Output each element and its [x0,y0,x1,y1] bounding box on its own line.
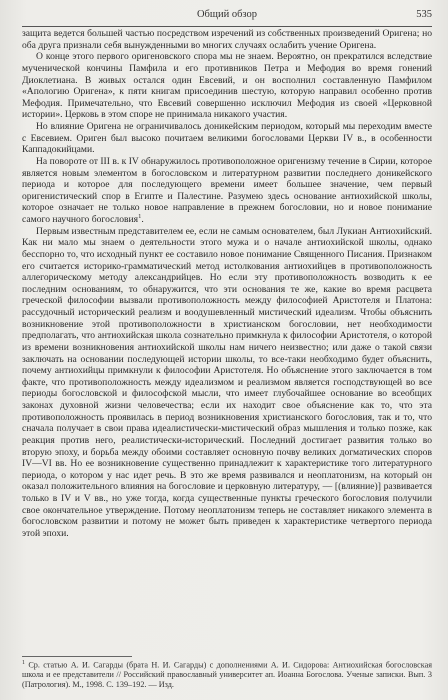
paragraph [22,51,432,121]
paragraph [22,121,432,156]
footnote-text: Ср. статью А. И. Сагарды (брата Н. И. Сагарды) с дополнениями А. И. Сидорова: Антиохийская богословская школа и ее представители // Российский православный университет ап. Иоанна Богослова. Ученые записки. Вып. 3 (Патрология). М., 1998. С. 139–192. — Изд. [22,660,433,689]
paragraph-text: Но влияние Оригена не ограничивалось доникейским периодом, который мы переходим вместе с Евсевием. Ориген был высоко почитаем великими богословами Церкви IV в., в особенности Каппадокийцами. [22,121,432,156]
paragraph-text: О конце этого первого оригеновского спора мы не знаем. Вероятно, он прекратился вследствие мученической кончины Памфила и его противников Петра и Мефодия во время гонений Диоклетиана. В живых остался один Евсевий, и он восполнил составленную Памфилом «Апологию Оригена», к пяти книгам присоединив шестую, которую направил особенно против Мефодия. Примечательно, что Евсевий совершенно исключил Мефодия из своей «Церковной истории». Церковь в этом споре не принимала никакого участия. [22,51,432,121]
paragraph [22,156,432,226]
paragraph-text: Первым известным представителем ее, если не самым основателем, был Лукиан Антиохийский. Как ни мало мы знаем о деятельности этого мужа и о начале антиохийской школы, однако бесспорно то, что исходный пункт ее составило новое понимание Священного Писания. Признаком его считается историко-грамматический метод истолкования антиохийцев в противоположность аллегорическому методу александрийцев. Но если эту противоположность возводить к ее последним основаниям, то обнаружится, что эти основания те же, какие во время расцвета греческой философии вызвали противоположность между философией Аристотеля и Платона: рассудочный исторический реализм и воодушевленный мистический идеализм. Чтобы объяснить возникновение этой противоположности в христианском богословии, нет необходимости предполагать, что антиохийская школа сознательно примкнула к философии Аристотеля, о которой из времени возникновения антиохийской школы нам ничего неизвестно; или даже о такой связи заключать на основании последующей истории школы, то все-таки необходимо будет объяснить, почему антиохийцы примкнули к философии Аристотеля. Но объяснение этого заключается в том факте, что противоположность между идеализмом и реализмом является господствующей во все периоды богословской и философской мысли, что имеет глубочайшее основание во всеобщих законах духовной жизни человечества; если их находит свое объяснение как то, что эта противоположность проявилась в период возникновения христианского богословия, так и то, что сначала получает в свои права идеалистически-мистический образ мышления и только позже, как реакция против него, реалистически-исторический. Последний достигает развития только во вторую эпоху, и борьба между обоими составляет основную почву великих догматических споров IV—VI вв. Но ее возникновение существенно принадлежит к характеристике того литературного периода, о котором у нас идет речь. В это же время развивался и неоплатонизм, на который он оказал положительного влияния на богословие и церковную литературу, — [(влияние)] развивается только в IV и V вв., но уже тогда, когда существенные пункты греческого богословия получили свое окончательное утверждение. Потому неоплатонизм теперь не составляет никакого элемента в богословском развитии и потому не может быть приведен к характеристике четвертого периода этой эпохи. [22,225,432,539]
running-header [22,6,432,27]
footnote-mark: 1 [22,660,25,666]
running-title: Общий обзор [196,9,258,20]
paragraph-text: На повороте от III в. к IV обнаружилось противоположное оригенизму течение в Сирии, которое является новым элементом в богословском и литературном развитии последнего доникейского периода и которое для последующего времени имеет большее значение, чем первый оригенистический спор в Египте и Палестине. Разумею здесь основание антиохийской школы, которое означает не только новое направление в прежнем богословии, но и новое понимание самого научного богословия [22,155,432,225]
paragraph-text: защита ведется большей частью посредством изречений из собственных произведений Оригена; но оба друга признали себя вынужденными во многих случаях ослабить учение Оригена. [22,28,432,51]
page-number: 535 [416,9,432,20]
footnote-divider [22,656,132,657]
paragraph [22,28,432,51]
paragraph-text-tail: . [141,214,144,225]
body-text [22,28,432,540]
footnote [22,659,432,690]
paragraph [22,226,432,540]
footnote-reference[interactable]: 1 [138,212,142,220]
